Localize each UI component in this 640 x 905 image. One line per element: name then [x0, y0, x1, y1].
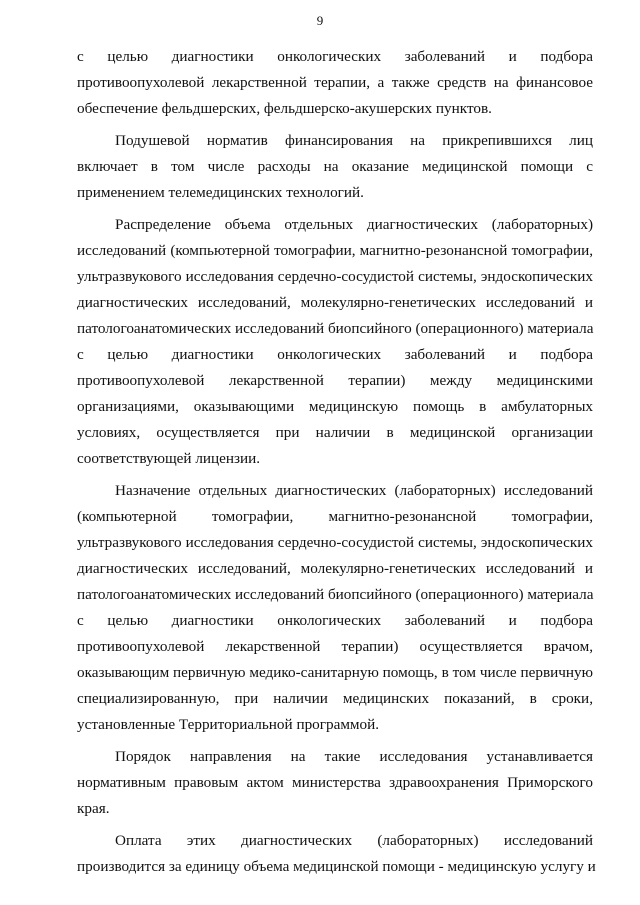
text-line: (компьютерной томографии, магнитно-резонансной томографии,: [77, 508, 593, 525]
text-line: специализированную, при наличии медицинских показаний, в сроки,: [77, 690, 593, 707]
document-body: [77, 44, 596, 880]
text-line: с целью диагностики онкологических заболеваний и подбора: [77, 48, 593, 65]
text-line: противоопухолевой лекарственной терапии) осуществляется врачом,: [77, 638, 593, 655]
text-line: ультразвукового исследования сердечно-сосудистой системы, эндоскопических: [77, 534, 593, 551]
text-line: исследований (компьютерной томографии, магнитно-резонансной томографии,: [77, 242, 593, 259]
text-line: Подушевой норматив финансирования на прикрепившихся лиц: [115, 132, 593, 149]
text-line: установленные Территориальной программой.: [77, 716, 380, 733]
text-line: противоопухолевой лекарственной терапии, а также средств на финансовое: [77, 74, 593, 91]
text-line: с целью диагностики онкологических заболеваний и подбора: [77, 346, 593, 363]
paragraph: [77, 744, 593, 822]
text-line: Порядок направления на такие исследования устанавливается: [115, 748, 593, 765]
text-line: патологоанатомических исследований биопсийного (операционного) материала: [77, 586, 594, 603]
text-line: диагностических исследований, молекулярно-генетических исследований и: [77, 560, 593, 577]
text-line: с целью диагностики онкологических заболеваний и подбора: [77, 612, 593, 629]
text-line: Назначение отдельных диагностических (лабораторных) исследований: [115, 482, 593, 499]
paragraph: [77, 478, 593, 738]
text-line: соответствующей лицензии.: [77, 450, 261, 467]
text-line: организациями, оказывающими медицинскую помощь в амбулаторных: [77, 398, 593, 415]
paragraph: [77, 212, 593, 472]
text-line: нормативным правовым актом министерства здравоохранения Приморского: [77, 774, 593, 791]
text-line: края.: [77, 800, 110, 817]
paragraph: [77, 128, 593, 206]
text-line: обеспечение фельдшерских, фельдшерско-акушерских пунктов.: [77, 100, 492, 117]
text-line: Оплата этих диагностических (лабораторных) исследований: [115, 832, 593, 849]
text-line: патологоанатомических исследований биопсийного (операционного) материала: [77, 320, 594, 337]
text-line: включает в том числе расходы на оказание медицинской помощи с: [77, 158, 593, 175]
text-line: противоопухолевой лекарственной терапии) между медицинскими: [77, 372, 593, 389]
text-line: применением телемедицинских технологий.: [77, 184, 364, 201]
paragraph: [77, 828, 596, 880]
page-number: 9: [316, 13, 324, 28]
text-line: условиях, осуществляется при наличии в медицинской организации: [77, 424, 593, 441]
text-line: диагностических исследований, молекулярно-генетических исследований и: [77, 294, 593, 311]
text-line: производится за единицу объема медицинской помощи - медицинскую услугу и: [77, 858, 596, 875]
text-line: Распределение объема отдельных диагностических (лабораторных): [115, 216, 593, 233]
text-line: ультразвукового исследования сердечно-сосудистой системы, эндоскопических: [77, 268, 593, 285]
paragraph: [77, 44, 593, 122]
text-line: оказывающим первичную медико-санитарную помощь, в том числе первичную: [77, 664, 593, 681]
